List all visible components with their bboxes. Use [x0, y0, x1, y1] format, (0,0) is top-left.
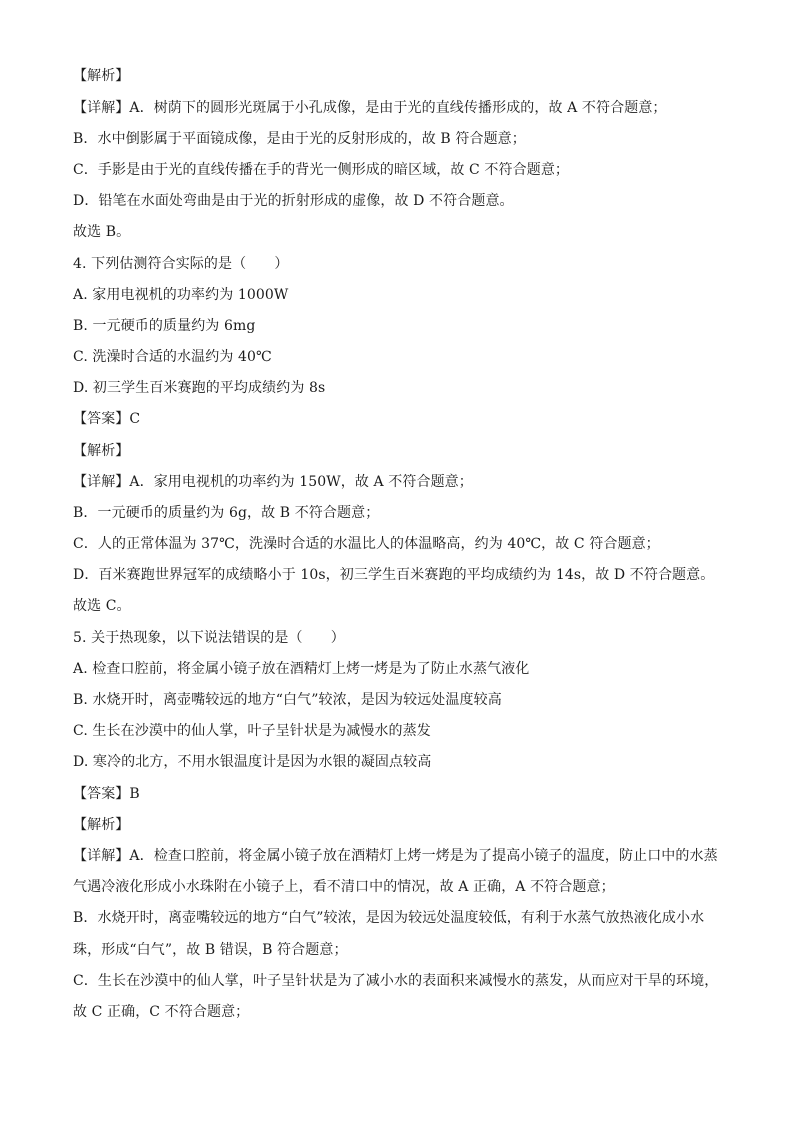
- question-5-option-b: B. 水烧开时，离壶嘴较远的地方“白气”较浓，是因为较远处温度较高: [73, 692, 502, 708]
- detail-option-d: D．铅笔在水面处弯曲是由于光的折射形成的虚像，故 D 不符合题意。: [73, 193, 514, 209]
- analysis-heading: 【解析】: [73, 817, 130, 833]
- detail-option-a: 【详解】A．家用电视机的功率约为 150W，故 A 不符合题意；: [73, 474, 473, 490]
- detail-option-c: C．生长在沙漠中的仙人掌，叶子呈针状是为了减小水的表面积来减慢水的蒸发，从而应对干旱的环境，: [73, 973, 719, 989]
- question-5-option-d: D. 寒冷的北方，不用水银温度计是因为水银的凝固点较高: [73, 754, 432, 770]
- detail-option-c: C．手影是由于光的直线传播在手的背光一侧形成的暗区域，故 C 不符合题意；: [73, 162, 570, 178]
- detail-option-d: D．百米赛跑世界冠军的成绩略小于 10s，初三学生百米赛跑的平均成绩约为 14s，故 D 不符合题意。: [73, 567, 715, 583]
- detail-option-b: B．一元硬币的质量约为 6g，故 B 不符合题意；: [73, 505, 380, 521]
- analysis-heading: 【解析】: [73, 68, 130, 84]
- question-5-option-c: C. 生长在沙漠中的仙人掌，叶子呈针状是为减慢水的蒸发: [73, 723, 431, 739]
- detail-option-a: 【详解】A．检查口腔前，将金属小镜子放在酒精灯上烤一烤是为了提高小镜子的温度，防止口中的水蒸: [73, 848, 718, 864]
- question-4-stem: 4. 下列估测符合实际的是（ ）: [73, 256, 289, 272]
- question-5-option-a: A. 检查口腔前，将金属小镜子放在酒精灯上烤一烤是为了防止水蒸气液化: [73, 661, 530, 677]
- question-4-option-c: C. 洗澡时合适的水温约为 40℃: [73, 349, 272, 365]
- detail-option-b-continued: 珠，形成“白气”，故 B 错误，B 符合题意；: [73, 942, 348, 958]
- conclusion: 故选 C。: [73, 598, 131, 614]
- detail-option-b: B．水烧开时，离壶嘴较远的地方“白气”较浓，是因为较远处温度较低，有利于水蒸气放热液化成小水: [73, 910, 705, 926]
- detail-option-b: B．水中倒影属于平面镜成像，是由于光的反射形成的，故 B 符合题意；: [73, 131, 526, 147]
- analysis-heading: 【解析】: [73, 443, 130, 459]
- detail-option-c: C．人的正常体温为 37℃，洗澡时合适的水温比人的体温略高，约为 40℃，故 C 符合题意；: [73, 536, 660, 552]
- detail-option-a: 【详解】A．树荫下的圆形光斑属于小孔成像，是由于光的直线传播形成的，故 A 不符合题意；: [73, 100, 667, 116]
- answer-5: 【答案】B: [73, 786, 140, 802]
- detail-option-a-continued: 气遇冷液化形成小水珠附在小镜子上，看不清口中的情况，故 A 正确，A 不符合题意；: [73, 879, 615, 895]
- question-4-option-a: A. 家用电视机的功率约为 1000W: [73, 287, 289, 303]
- question-4-option-d: D. 初三学生百米赛跑的平均成绩约为 8s: [73, 380, 326, 396]
- answer-4: 【答案】C: [73, 411, 141, 427]
- detail-option-c-continued: 故 C 正确，C 不符合题意；: [73, 1004, 250, 1020]
- question-5-stem: 5. 关于热现象，以下说法错误的是（ ）: [73, 630, 345, 646]
- question-4-option-b: B. 一元硬币的质量约为 6mg: [73, 318, 256, 334]
- conclusion: 故选 B。: [73, 224, 131, 240]
